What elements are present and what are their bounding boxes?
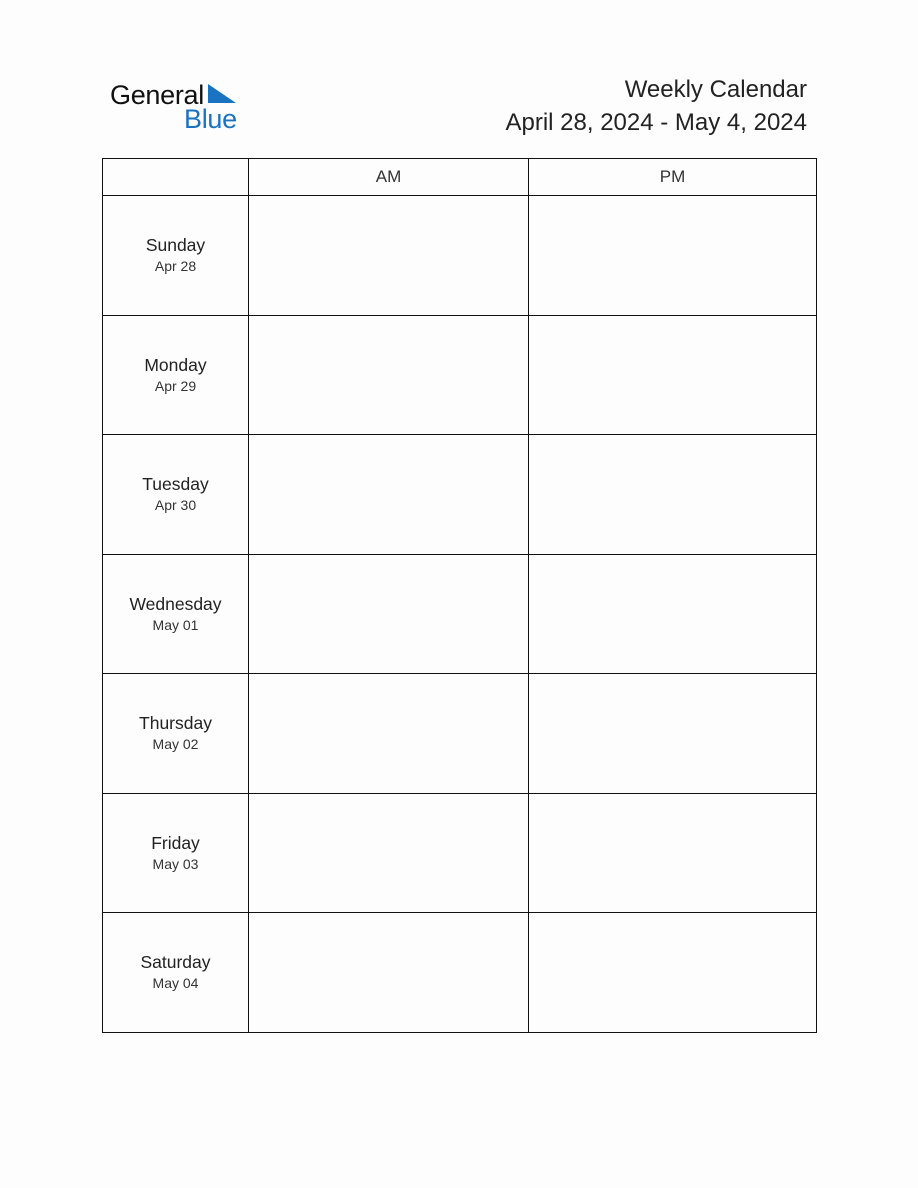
day-cell <box>103 435 249 555</box>
day-date: Apr 29 <box>154 377 197 394</box>
day-name: Monday <box>144 354 207 375</box>
day-cell <box>103 793 249 913</box>
pm-cell[interactable] <box>529 793 817 913</box>
table-row <box>103 674 817 794</box>
pm-cell[interactable] <box>529 435 817 555</box>
table-row <box>103 315 817 435</box>
day-name: Tuesday <box>142 474 209 495</box>
header-corner-cell <box>103 159 249 196</box>
logo-triangle-icon <box>208 84 236 103</box>
weekly-calendar-table <box>102 158 817 1033</box>
logo-word-blue: Blue <box>184 104 237 134</box>
header-pm: PM <box>529 159 817 196</box>
pm-cell[interactable] <box>529 554 817 674</box>
am-cell[interactable] <box>249 674 529 794</box>
am-cell[interactable] <box>249 913 529 1033</box>
day-date: May 03 <box>152 855 199 872</box>
page-title: Weekly Calendar <box>624 76 807 103</box>
day-cell <box>103 315 249 435</box>
table-row <box>103 793 817 913</box>
day-cell <box>103 674 249 794</box>
table-row <box>103 913 817 1033</box>
day-name: Sunday <box>145 235 206 256</box>
am-cell[interactable] <box>249 315 529 435</box>
day-name: Thursday <box>139 713 212 734</box>
header-row <box>103 159 817 196</box>
table-row <box>103 196 817 316</box>
day-date: May 02 <box>152 736 199 753</box>
table-row <box>103 435 817 555</box>
day-cell <box>103 913 249 1033</box>
logo-word-general: General <box>110 80 204 110</box>
day-date: Apr 28 <box>154 258 197 275</box>
day-cell <box>103 196 249 316</box>
am-cell[interactable] <box>249 435 529 555</box>
pm-cell[interactable] <box>529 196 817 316</box>
date-range: April 28, 2024 - May 4, 2024 <box>505 109 807 136</box>
day-name: Friday <box>151 832 200 853</box>
day-name: Wednesday <box>129 593 222 614</box>
day-date: May 01 <box>152 616 199 633</box>
am-cell[interactable] <box>249 554 529 674</box>
am-cell[interactable] <box>249 196 529 316</box>
day-cell <box>103 554 249 674</box>
table-row <box>103 554 817 674</box>
am-cell[interactable] <box>249 793 529 913</box>
day-date: May 04 <box>152 975 199 992</box>
day-name: Saturday <box>140 952 211 973</box>
day-date: Apr 30 <box>154 497 197 514</box>
header-am: AM <box>249 159 529 196</box>
pm-cell[interactable] <box>529 674 817 794</box>
pm-cell[interactable] <box>529 315 817 435</box>
pm-cell[interactable] <box>529 913 817 1033</box>
general-blue-logo <box>110 78 250 134</box>
